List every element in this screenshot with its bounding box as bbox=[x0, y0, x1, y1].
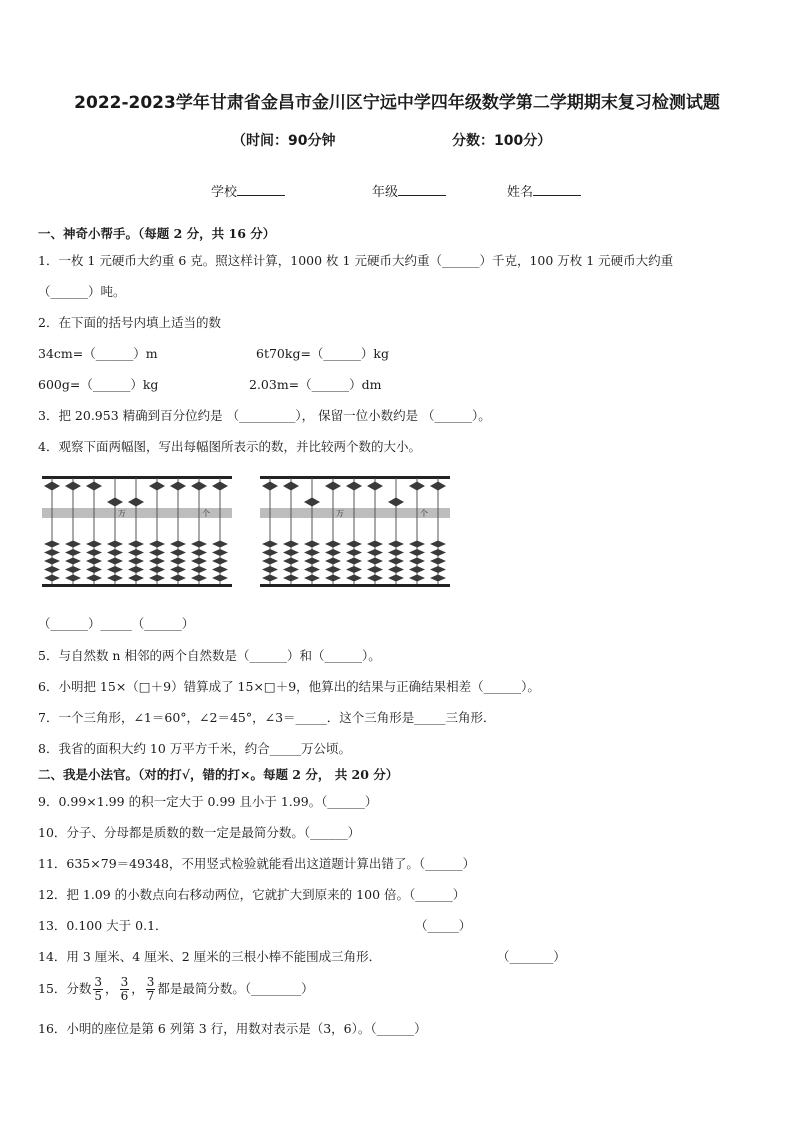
abacus-bead bbox=[170, 482, 186, 491]
abacus-bead bbox=[44, 575, 60, 582]
abacus-bead bbox=[367, 541, 383, 548]
abacus-bead bbox=[128, 498, 144, 507]
abacus-bead bbox=[304, 498, 320, 507]
abacus-bead bbox=[430, 549, 446, 556]
abacus-bead bbox=[430, 558, 446, 565]
fraction-numerator: 3 bbox=[146, 975, 155, 989]
abacus-right-image bbox=[260, 472, 450, 590]
question-14: 14．用 3 厘米、4 厘米、2 厘米的三根小棒不能围成三角形． bbox=[38, 949, 382, 964]
abacus-bead bbox=[170, 575, 186, 582]
abacus-bead bbox=[304, 566, 320, 573]
abacus-bead bbox=[409, 575, 425, 582]
abacus-bead bbox=[149, 575, 165, 582]
abacus-bead bbox=[86, 482, 102, 491]
abacus-bead bbox=[388, 566, 404, 573]
question-2b: 6t70kg=（______）kg bbox=[256, 346, 390, 361]
abacus-bead bbox=[346, 541, 362, 548]
abacus-bead bbox=[346, 482, 362, 491]
abacus-bead bbox=[262, 541, 278, 548]
abacus-bead bbox=[86, 541, 102, 548]
question-9: 9．0.99×1.99 的积一定大于 0.99 且小于 1.99。（______） bbox=[38, 794, 378, 809]
question-10: 10．分子、分母都是质数的数一定是最简分数。（______） bbox=[38, 825, 361, 840]
question-4: 4．观察下面两幅图，写出每幅图所表示的数，并比较两个数的大小。 bbox=[38, 439, 421, 454]
abacus-bead bbox=[325, 558, 341, 565]
abacus-bead bbox=[409, 541, 425, 548]
abacus-bead bbox=[388, 575, 404, 582]
abacus-bead bbox=[212, 558, 228, 565]
abacus-bead bbox=[191, 566, 207, 573]
question-15-separator: ， bbox=[105, 981, 118, 996]
abacus-bead bbox=[283, 541, 299, 548]
abacus-bead bbox=[367, 575, 383, 582]
abacus-bead bbox=[86, 549, 102, 556]
grade-label: 年级 bbox=[372, 185, 399, 200]
abacus-bead bbox=[262, 482, 278, 491]
question-14-blank: （_______） bbox=[497, 949, 566, 964]
section2-title: 二、我是小法官。（对的打√，错的打×。每题 2 分， 共 20 分） bbox=[38, 767, 399, 782]
abacus-bead bbox=[430, 566, 446, 573]
abacus-bead bbox=[44, 482, 60, 491]
abacus-bead bbox=[388, 498, 404, 507]
question-2-title: 2．在下面的括号内填上适当的数 bbox=[38, 315, 221, 330]
fraction-3-6 bbox=[120, 976, 130, 1003]
abacus-bead bbox=[367, 482, 383, 491]
question-15 bbox=[38, 976, 314, 1003]
school-blank[interactable] bbox=[237, 183, 285, 196]
abacus-bead bbox=[149, 558, 165, 565]
abacus-bead bbox=[212, 549, 228, 556]
abacus-bead bbox=[212, 482, 228, 491]
abacus-bead bbox=[304, 541, 320, 548]
exam-time: （时间：90分钟 bbox=[232, 133, 336, 149]
abacus-bead bbox=[86, 558, 102, 565]
abacus-bead bbox=[212, 566, 228, 573]
abacus-bead bbox=[388, 541, 404, 548]
abacus-bead bbox=[430, 482, 446, 491]
abacus-bead bbox=[191, 558, 207, 565]
question-1-line1: 1．一枚 1 元硬币大约重 6 克。照这样计算，1000 枚 1 元硬币大约重（______）千克，100 万枚 1 元硬币大约重 bbox=[38, 253, 674, 268]
fraction-numerator: 3 bbox=[94, 975, 103, 989]
question-16: 16．小明的座位是第 6 列第 3 行，用数对表示是（3，6）。（______） bbox=[38, 1021, 427, 1036]
question-1-line2: （______）吨。 bbox=[38, 284, 126, 299]
abacus-bead bbox=[212, 541, 228, 548]
abacus-bead bbox=[128, 575, 144, 582]
question-12: 12．把 1.09 的小数点向右移动两位，它就扩大到原来的 100 倍。（______） bbox=[38, 887, 466, 902]
abacus-bead bbox=[304, 558, 320, 565]
abacus-bead bbox=[86, 566, 102, 573]
question-11: 11．635×79＝49348，不用竖式检验就能看出这道题计算出错了。（______） bbox=[38, 856, 476, 871]
question-2c: 600g=（______）kg bbox=[38, 377, 159, 392]
abacus-bead bbox=[262, 566, 278, 573]
abacus-bead bbox=[149, 549, 165, 556]
section1-title: 一、神奇小帮手。（每题 2 分，共 16 分） bbox=[38, 226, 276, 241]
page-title: 2022-2023学年甘肃省金昌市金川区宁远中学四年级数学第二学期期末复习检测试题 bbox=[74, 93, 720, 113]
abacus-bead bbox=[325, 482, 341, 491]
abacus-bead bbox=[191, 541, 207, 548]
question-8: 8．我省的面积大约 10 万平方千米，约合_____万公顷。 bbox=[38, 741, 352, 756]
abacus-top-bar bbox=[260, 476, 450, 479]
abacus-left-image bbox=[42, 472, 232, 590]
abacus-bead bbox=[170, 558, 186, 565]
abacus-bead bbox=[325, 575, 341, 582]
grade-field bbox=[372, 181, 446, 200]
question-13-blank: （_____） bbox=[415, 918, 472, 933]
fraction-denominator: 7 bbox=[146, 989, 155, 1003]
question-4-answer: （______）_____（______） bbox=[38, 616, 195, 631]
abacus-bead bbox=[430, 575, 446, 582]
fraction-denominator: 6 bbox=[120, 989, 129, 1003]
question-2d: 2.03m=（______）dm bbox=[249, 377, 382, 392]
abacus-bead bbox=[170, 541, 186, 548]
fraction-denominator: 5 bbox=[94, 989, 103, 1003]
abacus-bead bbox=[107, 566, 123, 573]
abacus-bead bbox=[409, 482, 425, 491]
abacus-bead bbox=[262, 575, 278, 582]
abacus-bead bbox=[149, 566, 165, 573]
abacus-bead bbox=[107, 541, 123, 548]
abacus-bead bbox=[65, 482, 81, 491]
abacus-bead bbox=[44, 566, 60, 573]
name-blank[interactable] bbox=[533, 183, 581, 196]
abacus-bead bbox=[283, 575, 299, 582]
abacus-bead bbox=[191, 549, 207, 556]
question-5: 5．与自然数 n 相邻的两个自然数是（______）和（______）。 bbox=[38, 648, 381, 663]
abacus-bead bbox=[388, 549, 404, 556]
abacus-bead bbox=[212, 575, 228, 582]
abacus-bead bbox=[128, 549, 144, 556]
question-15-suffix: 都是最简分数。（________） bbox=[157, 981, 314, 996]
school-label: 学校 bbox=[211, 185, 238, 200]
question-2a: 34cm=（______）m bbox=[38, 346, 158, 361]
abacus-bead bbox=[409, 549, 425, 556]
abacus-bead bbox=[107, 558, 123, 565]
abacus-bead bbox=[409, 566, 425, 573]
abacus-bead bbox=[107, 549, 123, 556]
abacus-bottom-bar bbox=[42, 584, 232, 587]
abacus-label-ge: 个 bbox=[202, 509, 210, 518]
abacus-bead bbox=[346, 549, 362, 556]
abacus-bead bbox=[44, 549, 60, 556]
fraction-3-7 bbox=[146, 976, 156, 1003]
abacus-label-wan: 万 bbox=[118, 509, 126, 518]
question-3: 3．把 20.953 精确到百分位约是 （_________）， 保留一位小数约是 （______）。 bbox=[38, 408, 491, 423]
name-label: 姓名 bbox=[507, 185, 534, 200]
abacus-bead bbox=[304, 575, 320, 582]
abacus-bead bbox=[170, 566, 186, 573]
question-6: 6．小明把 15×（□＋9）错算成了 15×□＋9，他算出的结果与正确结果相差（______）。 bbox=[38, 679, 540, 694]
abacus-bead bbox=[65, 558, 81, 565]
abacus-bead bbox=[65, 575, 81, 582]
fraction-3-5 bbox=[93, 976, 103, 1003]
abacus-label-ge: 个 bbox=[420, 509, 428, 518]
abacus-bead bbox=[346, 558, 362, 565]
abacus-bead bbox=[86, 575, 102, 582]
question-15-prefix: 15．分数 bbox=[38, 981, 92, 996]
name-field bbox=[507, 181, 581, 200]
abacus-bead bbox=[128, 541, 144, 548]
abacus-bead bbox=[128, 558, 144, 565]
abacus-bead bbox=[191, 575, 207, 582]
abacus-bead bbox=[44, 541, 60, 548]
abacus-bottom-bar bbox=[260, 584, 450, 587]
abacus-bead bbox=[170, 549, 186, 556]
abacus-bead bbox=[367, 566, 383, 573]
grade-blank[interactable] bbox=[398, 183, 446, 196]
abacus-bead bbox=[44, 558, 60, 565]
abacus-bead bbox=[325, 566, 341, 573]
exam-score: 分数：100分） bbox=[452, 133, 552, 149]
abacus-bead bbox=[367, 549, 383, 556]
abacus-bead bbox=[149, 541, 165, 548]
abacus-top-bar bbox=[42, 476, 232, 479]
abacus-bead bbox=[346, 566, 362, 573]
abacus-bead bbox=[191, 482, 207, 491]
fraction-numerator: 3 bbox=[120, 975, 129, 989]
abacus-bead bbox=[107, 498, 123, 507]
abacus-bead bbox=[367, 558, 383, 565]
abacus-bead bbox=[325, 541, 341, 548]
abacus-label-wan: 万 bbox=[336, 509, 344, 518]
abacus-bead bbox=[149, 482, 165, 491]
abacus-bead bbox=[65, 549, 81, 556]
abacus-bead bbox=[388, 558, 404, 565]
abacus-bead bbox=[346, 575, 362, 582]
abacus-bead bbox=[65, 541, 81, 548]
abacus-bead bbox=[283, 566, 299, 573]
abacus-bead bbox=[283, 549, 299, 556]
abacus-bead bbox=[65, 566, 81, 573]
abacus-bead bbox=[107, 575, 123, 582]
abacus-bead bbox=[283, 558, 299, 565]
abacus-bead bbox=[262, 558, 278, 565]
question-13: 13．0.100 大于 0.1． bbox=[38, 918, 168, 933]
abacus-bead bbox=[325, 549, 341, 556]
school-field bbox=[211, 181, 285, 200]
question-7: 7．一个三角形，∠1＝60°，∠2＝45°，∠3＝_____．这个三角形是_____三角形． bbox=[38, 710, 496, 725]
abacus-bead bbox=[283, 482, 299, 491]
abacus-bead bbox=[430, 541, 446, 548]
abacus-bead bbox=[262, 549, 278, 556]
abacus-bead bbox=[304, 549, 320, 556]
abacus-bead bbox=[128, 566, 144, 573]
abacus-bead bbox=[409, 558, 425, 565]
question-15-separator: ， bbox=[131, 981, 144, 996]
